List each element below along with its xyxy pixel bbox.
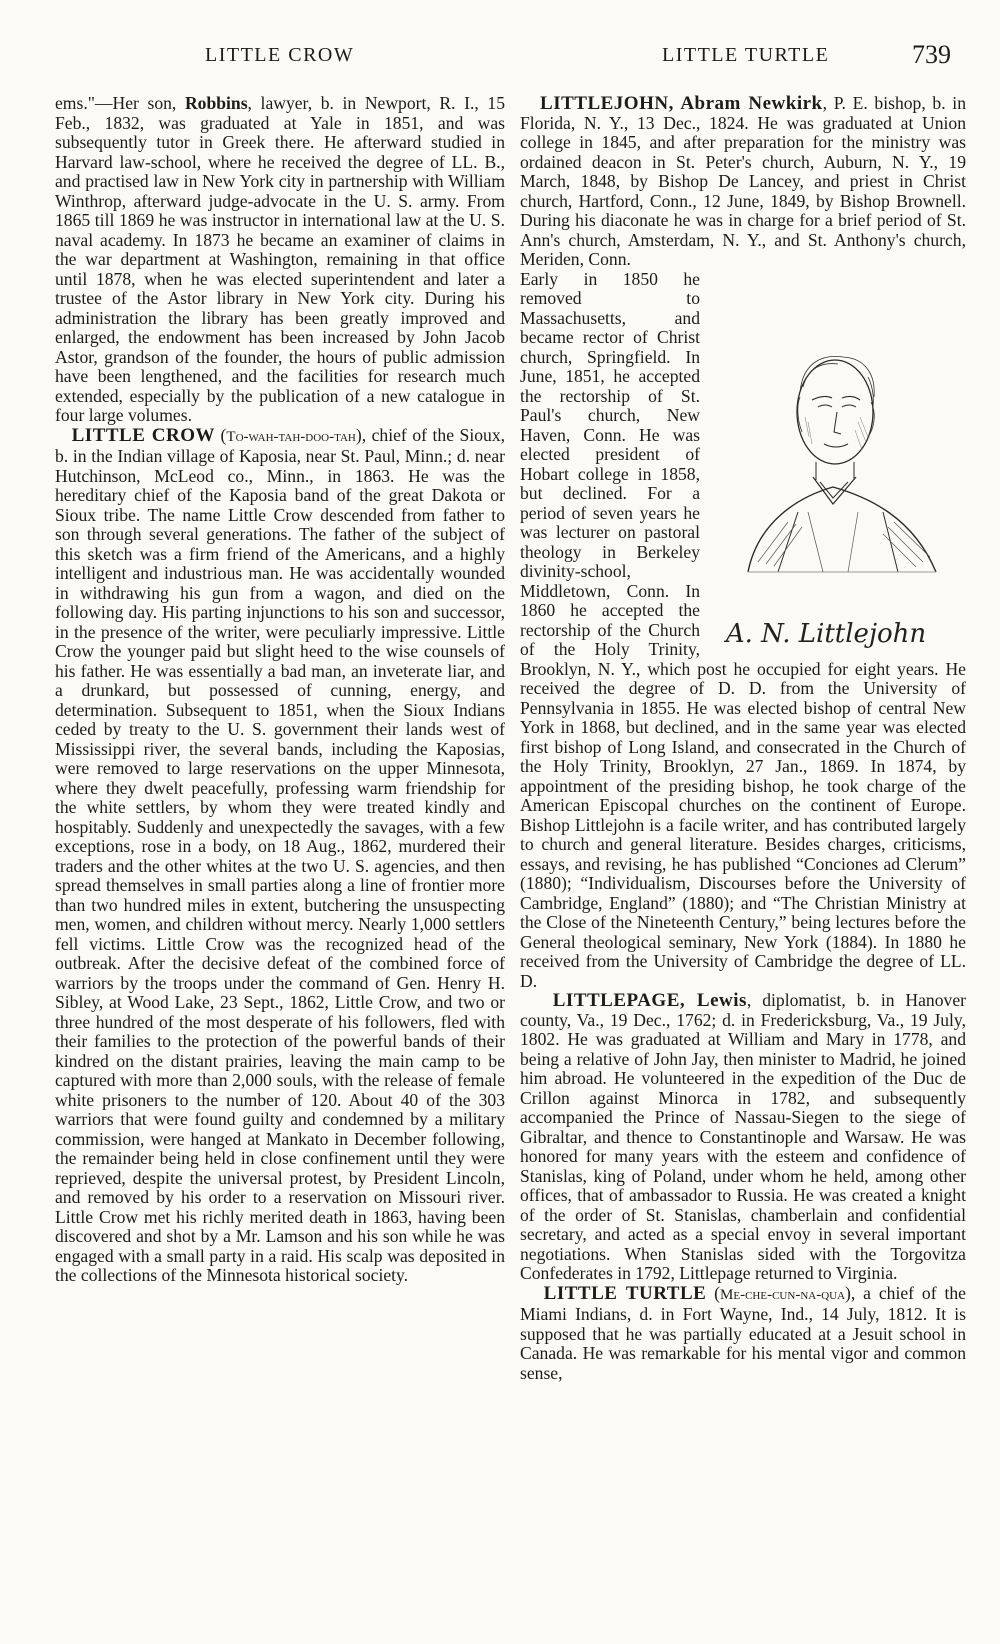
running-header bbox=[0, 40, 1000, 80]
littlepage-entry bbox=[520, 991, 966, 1284]
little-turtle-alias: Me-che-cun-na-qua bbox=[720, 1286, 846, 1303]
little-crow-text: , chief of the Sioux, b. in the Indian village of Kaposia, near St. Paul, Minn.; d. near Hutchinson, McLeod co., Minn., in 1863. He was the hereditary chief of the Kaposia band of the great Dakota or Sioux tribe. The name Little Crow descended from father to son through several generations. The father of the subject of this sketch was a firm friend of the Americans, and a highly intelligent and industrious man. He was accidentally wounded in withdrawing his gun from a wagon, and died on the following day. His parting injunctions to his son and successor, in the presence of the writer, were peculiarly impressive. Little Crow the younger paid but slight heed to the wise counsels of his father. He was essentially a bad man, an inveterate liar, and a drunkard, but possessed of cunning, energy, and determination. Subsequent to 1851, when the Sioux Indians ceded by treaty to the U. S. government their lands west of Mississippi river, the several bands, including the Kaposias, were removed to large reservations on the upper Minnesota, where they dwelt peacefully, professing warm friendship for the white settlers, by whom they were treated kindly and hospitably. Suddenly and unexpectedly the savages, with a few exceptions, rose in a body, on 18 Aug., 1862, murdered their traders and the other whites at the two U. S. agencies, and then spread themselves in small parties along a line of frontier more than two hundred miles in extent, butchering the unsuspecting men, women, and children without mercy. Nearly 1,000 settlers fell victims. Little Crow was the recognized head of the outbreak. After the decisive defeat of the combined force of warriors by the troops under the command of Gen. Henry H. Sibley, at Wood Lake, 23 Sept., 1862, Little Crow, and two or three hundred of the most desperate of his followers, fled with their families to the protection of the powerful bands of their kindred on the distant prairies, leaving the main camp to be captured with more than 2,000 souls, with the release of female white prisoners to the number of 120. About 40 of the 303 warriors that were found guilty and condemned by a military commission, were hanged at Mankato in December following, the remainder being held in close confinement until they were reprieved, despite the universal protest, by President Lincoln, and removed by his order to a reservation on Missouri river. Little Crow met his richly merited death in 1863, having been discovered and shot by a Mr. Lamson and his son while he was engaged with a small party in a raid. His scalp was deposited in the collections of the Minnesota historical society. bbox=[55, 424, 506, 1285]
robbins-intro: ems."—Her son, bbox=[55, 93, 185, 113]
littlejohn-text-a: , P. E. bishop, b. in Florida, N. Y., 13 Dec., 1824. He was graduated at Union college in 1845, and after preparation for the ministry was ordained deacon in St. Peter's church, Auburn, N. Y., 19 March, 1848, by Bishop De Lancey, and priest in Christ church, Hartford, Conn., 12 June, 1849, by Bishop Brownell. During his diaconate he was in charge for a brief period of St. Ann's church, Amsterdam, N. Y., and St. Anthony's church, Meriden, Conn. bbox=[520, 93, 966, 269]
header-left: LITTLE CROW bbox=[205, 44, 355, 66]
robbins-text: , lawyer, b. in Newport, R. I., 15 Feb., 1832, was graduated at Yale in 1851, and was subsequently tutor in Greek there. He afterward studied in Harvard law-school, where he received the degree of LL. B., and practised law in New York city in partnership with William Winthrop, afterward judge-advocate in the U. S. army. From 1865 till 1869 he was instructor in international law at the U. S. naval academy. In 1873 he became an examiner of claims in the war department at Washington, remaining in that office until 1878, when he was elected superintendent and later a trustee of the Astor library in New York city. During his administration the library has been greatly improved and enlarged, the endowment has been increased by John Jacob Astor, grandson of the founder, the hours of public admission have been lengthened, and the facilities for research much extended, especially by the publication of a new catalogue in four large volumes. bbox=[55, 93, 505, 425]
littlejohn-text-b: Early in 1850 he removed to Massachusetts, and became rector of Christ church, Springfield. In June, 1851, he accepted the rectorship of St. Paul's church, New Haven, Conn. He was elected president of Hobart college in 1858, but declined. For a period of seven years he was lecturer on pastoral theology in Berkeley divinity-school, Middletown, Conn. In 1860 he accepted the rectorship of the Church of the Holy Trinity, Brooklyn, N. Y., which post he occupied for eight years. He received the degree of D. D. from the University of Pennsylvania in 1855. He was elected bishop of central New York in 1868, but declined, and in the same year was elected first bishop of Long Island, and consecrated in the Church of the Holy Trinity, Brooklyn, 27 Jan., 1869. In 1874, by appointment of the presiding bishop, he took charge of the American Episcopal churches on the continent of Europe. Bishop Littlejohn is a facile writer, and has contributed largely to church and general literature. Besides charges, criticisms, essays, and revising, he has published “Conciones ad Clerum” (1880); “Individualism, Discourses before the University of Cambridge, England” (1880); and “The Christian Ministry at the Close of the Nineteenth Century,” being lectures before the General theological seminary, New York (1884). In 1880 he received from the University of Cambridge the degree of LL. D. bbox=[520, 268, 966, 991]
header-middle: LITTLE TURTLE bbox=[662, 44, 830, 66]
signature: A. N. Littlejohn bbox=[725, 618, 927, 649]
robbins-name: Robbins bbox=[184, 93, 248, 113]
littlejohn-name: LITTLEJOHN, Abram Newkirk bbox=[540, 93, 823, 114]
left-column bbox=[55, 94, 505, 1286]
little-turtle-entry: LITTLE TURTLE (Me-che-cun-na-qua), a chief of the Miami Indians, d. in Fort Wayne, Ind., 14 July, 1812. It is supposed that he was partially educated at a Jesuit school in Canada. He was remarkable for his mental vigor and common sense, bbox=[520, 1282, 966, 1383]
little-crow-alias: To-wah-tah-doo-tah bbox=[226, 428, 356, 445]
littlejohn-entry-a bbox=[520, 94, 966, 270]
right-column bbox=[520, 94, 966, 1383]
portrait-engraving bbox=[708, 272, 966, 654]
littlepage-name: LITTLEPAGE, Lewis bbox=[552, 990, 747, 1011]
little-turtle-name: LITTLE TURTLE bbox=[543, 1282, 707, 1304]
little-crow-entry: LITTLE CROW (To-wah-tah-doo-tah), chief of the Sioux, b. in the Indian village of Kaposia, near St. Paul, Minn.; d. near Hutchinson, McLeod co., Minn., in 1863. He was the hereditary chief of the Kaposia band of the great Dakota or Sioux tribe. The name Little Crow descended from father to son through several generations. The father of the subject of this sketch was a firm friend of the Americans, and a highly intelligent and industrious man. He was accidentally wounded in withdrawing his gun from a wagon, and died on the following day. His parting injunctions to his son and successor, in the presence of the writer, were peculiarly impressive. Little Crow the younger paid but slight heed to the wise counsels of his father. He was essentially a bad man, an inveterate liar, and a drunkard, but possessed of cunning, energy, and determination. Subsequent to 1851, when the Sioux Indians ceded by treaty to the U. S. government their lands west of Mississippi river, the several bands, including the Kaposias, were removed to large reservations on the upper Minnesota, where they dwelt peacefully, professing warm friendship for the white settlers, by whom they were treated kindly and hospitably. Suddenly and unexpectedly the savages, with a few exceptions, rose in a body, on 18 Aug., 1862, murdered their traders and the other whites at the two U. S. agencies, and then spread themselves in small parties along a line of frontier more than two hundred miles in extent, butchering the unsuspecting men, women, and children without mercy. Nearly 1,000 settlers fell victims. Little Crow was the recognized head of the outbreak. After the decisive defeat of the combined force of warriors by the troops under the command of Gen. Henry H. Sibley, at Wood Lake, 23 Sept., 1862, Little Crow, and two or three hundred of the most desperate of his followers, fled with their families to the protection of the powerful bands of their kindred on the distant prairies, leaving the main camp to be captured with more than 2,000 souls, with the release of female white prisoners to the number of 120. About 40 of the 303 warriors that were found guilty and condemned by a military commission, were hanged at Mankato in December following, the remainder being held in close confinement until they were reprieved, despite the universal protest, by President Lincoln, and removed by his order to a reservation on Missouri river. Little Crow met his richly merited death in 1863, having been discovered and shot by a Mr. Lamson and his son while he was engaged with a small party in a raid. His scalp was deposited in the collections of the Minnesota historical society. bbox=[55, 424, 506, 1285]
robbins-entry bbox=[55, 94, 505, 426]
page-number: 739 bbox=[912, 40, 951, 69]
littlepage-text: , diplomatist, b. in Hanover county, Va., 19 Dec., 1762; d. in Fredericksburg, Va., 19 July, 1802. He was graduated at William and Mary in 1778, and being a relative of John Jay, then minister to Madrid, he joined him abroad. He volunteered in the expedition of the Duc de Crillon against Minorca in 1782, and subsequently accompanied the Prince of Nassau-Siegen to the siege of Gibraltar, and thence to Constantinople and Warsaw. He was honored for many years with the esteem and confidence of Stanislas, king of Poland, under whom he held, among other offices, that of ambassador to Russia. He was created a knight of the order of St. Stanislas, chamberlain and confidential secretary, and acted as a special envoy in several important negotiations. When Stanislas sided with the Torgovitza Confederates in 1792, Littlepage returned to Virginia. bbox=[520, 990, 966, 1283]
littlejohn-portrait bbox=[708, 272, 966, 654]
little-turtle-text: , a chief of the Miami Indians, d. in Fort Wayne, Ind., 14 July, 1812. It is supposed that he was partially educated at a Jesuit school in Canada. He was remarkable for his mental vigor and common sense, bbox=[520, 1282, 966, 1383]
little-crow-name: LITTLE CROW bbox=[71, 424, 215, 446]
